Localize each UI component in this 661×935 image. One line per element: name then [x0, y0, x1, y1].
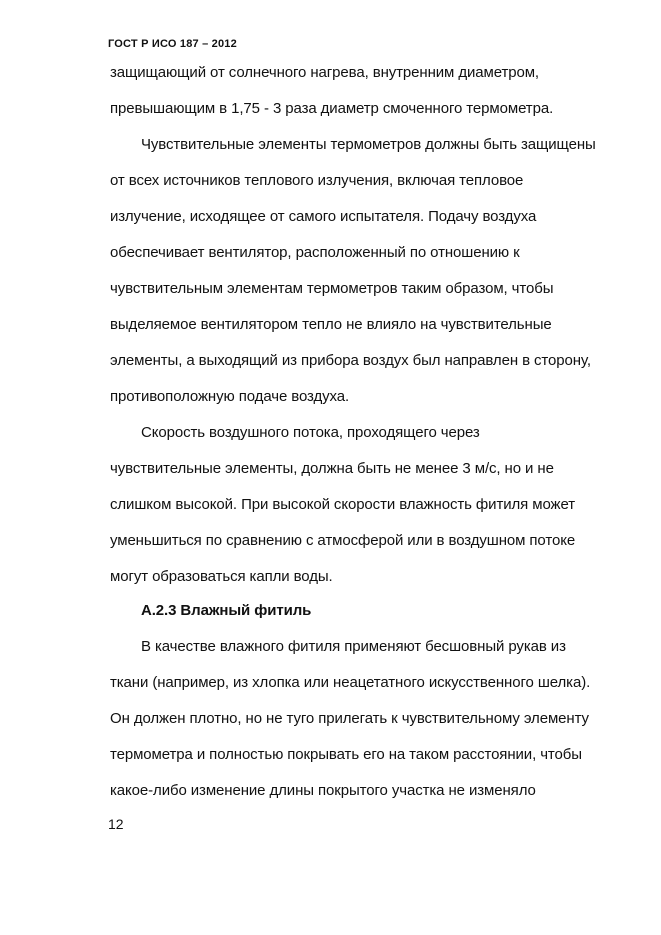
- text-line: чувствительным элементам термометров таким образом, чтобы: [110, 280, 554, 297]
- document-header: ГОСТ Р ИСО 187 – 2012: [108, 38, 237, 50]
- text-line: слишком высокой. При высокой скорости влажность фитиля может: [110, 496, 575, 513]
- text-line: элементы, а выходящий из прибора воздух был направлен в сторону,: [110, 352, 591, 369]
- text-line: от всех источников теплового излучения, включая тепловое: [110, 172, 524, 189]
- text-line: чувствительные элементы, должна быть не менее 3 м/с, но и не: [110, 460, 554, 477]
- text-line: ткани (например, из хлопка или неацетатного искусственного шелка).: [110, 674, 591, 691]
- section-heading: А.2.3 Влажный фитиль: [141, 602, 312, 619]
- paragraph-first-line: В качестве влажного фитиля применяют бесшовный рукав из: [141, 638, 566, 655]
- text-line: могут образоваться капли воды.: [110, 568, 333, 585]
- text-line: термометра и полностью покрывать его на таком расстоянии, чтобы: [110, 746, 582, 763]
- text-line: противоположную подаче воздуха.: [110, 388, 350, 405]
- text-line: выделяемое вентилятором тепло не влияло на чувствительные: [110, 316, 552, 333]
- paragraph-first-line: Чувствительные элементы термометров должны быть защищены: [141, 136, 596, 153]
- text-line: защищающий от солнечного нагрева, внутренним диаметром,: [110, 64, 540, 81]
- text-line: превышающим в 1,75 - 3 раза диаметр смоченного термометра.: [110, 100, 554, 117]
- paragraph-first-line: Скорость воздушного потока, проходящего через: [141, 424, 480, 441]
- text-line: обеспечивает вентилятор, расположенный по отношению к: [110, 244, 520, 261]
- page-number: 12: [108, 816, 124, 832]
- text-line: какое-либо изменение длины покрытого участка не изменяло: [110, 782, 536, 799]
- text-line: излучение, исходящее от самого испытателя. Подачу воздуха: [110, 208, 537, 225]
- text-line: Он должен плотно, но не туго прилегать к чувствительному элементу: [110, 710, 589, 727]
- text-line: уменьшиться по сравнению с атмосферой или в воздушном потоке: [110, 532, 576, 549]
